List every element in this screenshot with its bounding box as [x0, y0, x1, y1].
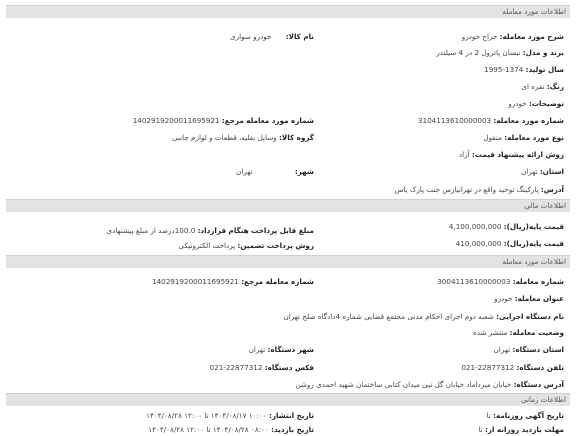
ad-date-label: تاریخ آگهی روزنامه: — [493, 411, 564, 420]
section-header-financial — [6, 199, 570, 212]
address-row — [395, 185, 564, 195]
org-city-row — [249, 345, 314, 355]
color-label: رنگ: — [546, 82, 564, 91]
org-address-label: آدرس دستگاه: — [513, 380, 564, 389]
org-city-label: شهر دستگاه: — [267, 345, 314, 354]
year-value: 1374-1995 — [484, 65, 524, 74]
org-province-row — [494, 345, 564, 355]
goods-name-label: نام کالا: — [285, 32, 314, 41]
brand-value: نیسان پاترول 2 در 4 سیلندر — [436, 48, 521, 57]
section-title: اطلاعات زمانی — [520, 395, 566, 404]
ad-date-row — [487, 411, 564, 421]
year-label: سال تولید: — [525, 65, 564, 74]
visit-date-row — [148, 425, 314, 435]
color-row — [521, 82, 564, 92]
address-label: آدرس: — [540, 185, 564, 194]
brand-row — [436, 48, 564, 58]
price-method-row — [459, 150, 564, 160]
color-value: نقره ای — [521, 82, 545, 91]
org-name-label: نام دستگاه اجرایی: — [496, 312, 564, 321]
goods-name-value: خودرو سواری — [230, 32, 272, 41]
goods-group-label: گروه کالا: — [279, 133, 314, 142]
org-address-value: خیابان میرداماد خیابان گل نبی میدان کتابی ساختمان شهید احمدی روشن — [295, 380, 512, 389]
year-row — [484, 65, 564, 75]
section-header-deal2 — [6, 255, 570, 268]
guarantee-value: پرداخت الکترونیکی — [178, 241, 236, 250]
org-phone-value: 22877312-021 — [461, 363, 515, 372]
org-province-label: استان دستگاه: — [512, 345, 564, 354]
org-province-value: تهران — [493, 345, 511, 354]
visit-label: مهلت بازدید روزانه از: — [484, 425, 564, 434]
deal2-number-value: 3004113610000003 — [437, 277, 511, 286]
org-fax-value: 22877312-021 — [209, 363, 263, 372]
deal-type-value: منقول — [483, 133, 502, 142]
payable-label: مبلغ قابل پرداخت هنگام قرارداد: — [197, 226, 314, 235]
deal2-ref-row — [152, 277, 314, 287]
org-name-value: شعبه دوم اجرای احکام مدنی مجتمع قضایی شماره 4دادگاه صلح تهران — [283, 312, 494, 321]
goods-group-value: وسایل نقلیه، قطعات و لوازم جانبی — [171, 133, 277, 142]
publish-date-value: ۱۰:۰۰ ۱۴۰۴/۰۸/۱۷ تا ۱۲:۰۰ ۱۴۰۴/۰۸/۲۸ — [146, 411, 267, 420]
guarantee-label: روش پرداخت تضمین: — [237, 241, 314, 250]
section-title: اطلاعات مورد معامله — [502, 257, 566, 266]
visit-date-value: ۰۸:۰۰ ۱۴۰۴/۰۸/۲۸ تا ۱۲:۰۰ ۱۴۰۴/۰۸/۲۸ — [148, 425, 269, 434]
payable-value: 100.0درصد از مبلغ پیشنهادی — [106, 226, 196, 235]
publish-date-row — [146, 411, 314, 421]
base-price-label: قیمت پایه(ریال): — [503, 222, 564, 231]
ref-number-label: شماره مورد معامله مرجع: — [221, 116, 314, 125]
section-header-timing — [6, 393, 570, 406]
section-title: اطلاعات مورد معامله — [502, 7, 566, 16]
brand-label: برند و مدل: — [522, 48, 564, 57]
base-price-row — [449, 222, 564, 232]
deal2-ref-value: 1402919200011695921 — [152, 277, 239, 286]
deal2-title-row — [494, 294, 564, 304]
price-method-value: آزاد — [458, 150, 470, 159]
org-fax-row — [210, 363, 314, 373]
deal-type-label: نوع مورد معامله: — [504, 133, 564, 142]
province-label: استان: — [539, 167, 564, 176]
deal-number-label: شماره مورد معامله: — [493, 116, 564, 125]
deposit-value: 410,000,000 — [455, 239, 502, 248]
goods-name-row — [230, 32, 314, 42]
section-title: اطلاعات مالی — [524, 201, 566, 210]
deal-status-row — [473, 328, 564, 338]
province-row — [521, 167, 564, 177]
ref-number-row — [133, 116, 314, 126]
deal2-ref-label: شماره معامله مرجع: — [241, 277, 314, 286]
org-phone-row — [461, 363, 564, 373]
publish-date-label: تاریخ انتشار: — [268, 411, 314, 420]
notes-value: خودرو — [508, 99, 527, 108]
deposit-label: قیمت پایه(ریال): — [503, 239, 564, 248]
deal2-title-label: عنوان معامله: — [514, 294, 564, 303]
deposit-row — [456, 239, 564, 249]
deal-desc-row — [462, 32, 564, 42]
goods-group-row — [172, 133, 314, 143]
org-city-value: تهران — [248, 345, 266, 354]
city-value: تهران — [235, 167, 253, 176]
section-header-deal-info — [6, 5, 570, 18]
org-phone-label: تلفن دستگاه: — [516, 363, 564, 372]
visit-date-label: تاریخ بازدید: — [271, 425, 314, 434]
address-value: پارکینگ توحید واقع در تهرانپارس جنب پارک یاس — [394, 185, 539, 194]
deal-status-value: منتشر شده — [472, 328, 508, 337]
org-fax-label: فکس دستگاه: — [264, 363, 314, 372]
guarantee-row — [178, 241, 314, 251]
notes-row — [508, 99, 564, 109]
city-row — [236, 167, 314, 177]
deal-number-value: 3104113610000003 — [417, 116, 492, 125]
visit-value: تا — [478, 425, 483, 434]
ref-number-value: 1402919200011695921 — [132, 116, 220, 125]
deal-desc-value: حراج خودرو — [461, 32, 498, 41]
city-label: شهر: — [294, 167, 314, 176]
base-price-value: 4,100,000,000 — [448, 222, 502, 231]
ad-date-value: تا — [486, 411, 491, 420]
deal2-title-value: خودرو — [494, 294, 513, 303]
price-method-label: روش ارائه پیشنهاد قیمت: — [471, 150, 564, 159]
deal-type-row — [483, 133, 564, 143]
province-value: تهران — [520, 167, 538, 176]
org-address-row — [295, 380, 564, 390]
deal-number-row — [418, 116, 564, 126]
payable-row — [107, 226, 315, 236]
org-name-row — [283, 312, 564, 322]
visit-row — [478, 425, 564, 435]
deal-desc-label: شرح مورد معامله: — [499, 32, 564, 41]
notes-label: توضیحات: — [528, 99, 564, 108]
deal2-number-label: شماره معامله: — [512, 277, 564, 286]
deal2-number-row — [437, 277, 564, 287]
deal-status-label: وضعیت معامله: — [509, 328, 564, 337]
